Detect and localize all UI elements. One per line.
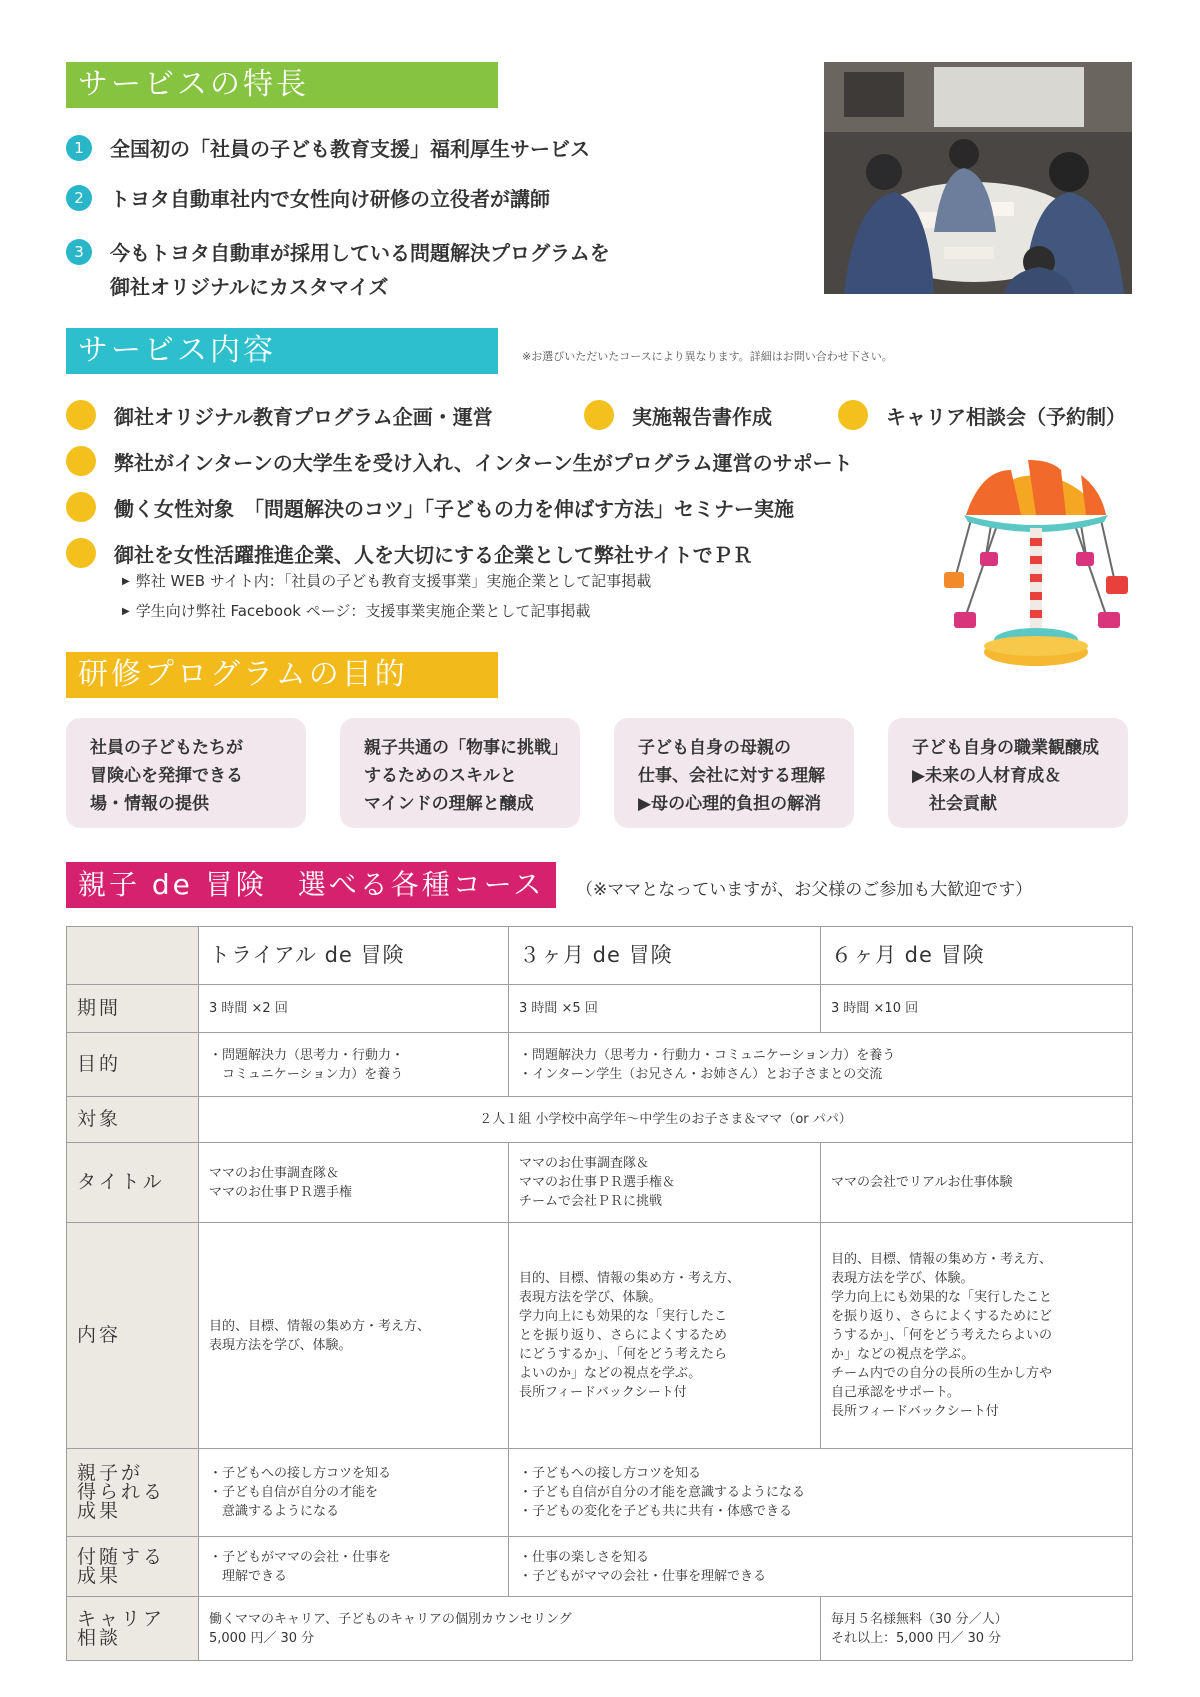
- service-text: キャリア相談会（予約制）: [886, 404, 1126, 429]
- bullet-dot-icon: [66, 492, 96, 522]
- purpose-box: 親子共通の「物事に挑戦」 するためのスキルと マインドの理解と醸成: [340, 718, 580, 828]
- courses-heading: 親子 de 冒険 選べる各種コース: [66, 862, 556, 908]
- service-item: [838, 400, 1126, 430]
- bullet-dot-icon: [66, 538, 96, 568]
- table-cell: ママの会社でリアルお仕事体験: [821, 1143, 1133, 1223]
- purpose-box: 子ども自身の職業観醸成 ▶未来の人材育成＆ 社会貢献: [888, 718, 1128, 828]
- table-row: [67, 1537, 1133, 1597]
- purpose-box: 子ども自身の母親の 仕事、会社に対する理解 ▶母の心理的負担の解消: [614, 718, 854, 828]
- table-cell: ママのお仕事調査隊＆ ママのお仕事ＰＲ選手権＆ チームで会社ＰＲに挑戦: [509, 1143, 821, 1223]
- classroom-photo: [824, 62, 1132, 294]
- table-cell: 3 時間 ×10 回: [821, 985, 1133, 1033]
- course-table: [66, 926, 1133, 1661]
- corner-cell: [67, 927, 199, 985]
- table-cell: ・問題解決力（思考力・行動力・コミュニケーション力）を養う ・インターン学生（お兄さん・お姉さん）とお子さまとの交流: [509, 1033, 1133, 1097]
- row-label: キャリア 相談: [67, 1597, 199, 1661]
- table-cell: ・仕事の楽しさを知る ・子どもがママの会社・仕事を理解できる: [509, 1537, 1133, 1597]
- table-row: [67, 1143, 1133, 1223]
- service-text: 御社を女性活躍推進企業、人を大切にする企業として弊社サイトでＰＲ: [114, 542, 753, 567]
- feature-item: [66, 182, 550, 216]
- feature-text: トヨタ自動車社内で女性向け研修の立役者が講師: [110, 187, 550, 211]
- table-cell: 3 時間 ×2 回: [199, 985, 509, 1033]
- table-cell: 毎月５名様無料（30 分／人） それ以上：5,000 円／ 30 分: [821, 1597, 1133, 1661]
- row-label: 内容: [67, 1223, 199, 1449]
- row-label: 対象: [67, 1097, 199, 1143]
- feature-item: [66, 236, 610, 304]
- table-cell: 目的、目標、情報の集め方・考え方、 表現方法を学び、体験。: [199, 1223, 509, 1449]
- services-heading: サービス内容: [66, 328, 498, 374]
- service-sub-item: ▶ 学生向け弊社 Facebook ページ：支援事業実施企業として記事掲載: [122, 600, 590, 621]
- column-header: トライアル de 冒険: [199, 927, 509, 985]
- services-note: ※お選びいただいたコースにより異なります。詳細はお問い合わせ下さい。: [522, 350, 893, 363]
- table-cell: ・子どもへの接し方コツを知る ・子ども自信が自分の才能を 意識するようになる: [199, 1449, 509, 1537]
- table-row: [67, 1597, 1133, 1661]
- service-item: [66, 446, 853, 476]
- row-label: 付随する 成果: [67, 1537, 199, 1597]
- bullet-dot-icon: [584, 400, 614, 430]
- table-row: [67, 1033, 1133, 1097]
- bullet-dot-icon: [66, 446, 96, 476]
- row-label: 親子が 得られる 成果: [67, 1449, 199, 1537]
- table-row: [67, 985, 1133, 1033]
- bullet-dot-icon: [66, 400, 96, 430]
- table-cell: 働くママのキャリア、子どものキャリアの個別カウンセリング 5,000 円／ 30 分: [199, 1597, 821, 1661]
- feature-item: [66, 132, 590, 166]
- table-row: [67, 1449, 1133, 1537]
- service-text: 弊社がインターンの大学生を受け入れ、インターン生がプログラム運営のサポート: [114, 450, 853, 475]
- table-cell: ・子どもがママの会社・仕事を 理解できる: [199, 1537, 509, 1597]
- courses-note: （※ママとなっていますが、お父様のご参加も大歓迎です）: [576, 880, 1033, 900]
- table-header-row: [67, 927, 1133, 985]
- service-text: 御社オリジナル教育プログラム企画・運営: [114, 404, 493, 429]
- purpose-box: 社員の子どもたちが 冒険心を発揮できる 場・情報の提供: [66, 718, 306, 828]
- carousel-illustration: [936, 460, 1136, 670]
- table-cell: 3 時間 ×5 回: [509, 985, 821, 1033]
- service-item: [66, 492, 794, 522]
- table-cell: ２人１組 小学校中高学年〜中学生のお子さま＆ママ（or パパ）: [199, 1097, 1133, 1143]
- bullet-dot-icon: [838, 400, 868, 430]
- column-header: ３ヶ月 de 冒険: [509, 927, 821, 985]
- column-header: ６ヶ月 de 冒険: [821, 927, 1133, 985]
- table-cell: 目的、目標、情報の集め方・考え方、 表現方法を学び、体験。 学力向上にも効果的な「実行したこと を振り返り、さらによくするためにど うするか」、「何をどう考えたらよいの か」などの視点を学ぶ。 チーム内での自分の長所の生かし方や 自己承認をサポート。 長所フィードバックシート付: [821, 1223, 1133, 1449]
- table-cell: 目的、目標、情報の集め方・考え方、 表現方法を学び、体験。 学力向上にも効果的な「実行したこ とを振り返り、さらによくするため にどうするか」、「何をどう考えたら よいのか」などの視点を学ぶ。 長所フィードバックシート付: [509, 1223, 821, 1449]
- number-1-icon: 1: [66, 135, 92, 161]
- row-label: 目的: [67, 1033, 199, 1097]
- service-item: [584, 400, 772, 430]
- feature-text: 今もトヨタ自動車が採用している問題解決プログラムを 御社オリジナルにカスタマイズ: [110, 241, 610, 299]
- service-text: 実施報告書作成: [632, 404, 772, 429]
- service-item: [66, 538, 753, 568]
- purpose-heading: 研修プログラムの目的: [66, 652, 498, 698]
- table-row: [67, 1223, 1133, 1449]
- table-cell: ママのお仕事調査隊＆ ママのお仕事ＰＲ選手権: [199, 1143, 509, 1223]
- number-3-icon: 3: [66, 239, 92, 265]
- service-item: [66, 400, 493, 430]
- row-label: タイトル: [67, 1143, 199, 1223]
- feature-text: 全国初の「社員の子ども教育支援」福利厚生サービス: [110, 137, 590, 161]
- service-text: 働く女性対象 「問題解決のコツ」「子どもの力を伸ばす方法」セミナー実施: [114, 496, 794, 521]
- table-cell: ・子どもへの接し方コツを知る ・子ども自信が自分の才能を意識するようになる ・子どもの変化を子ども共に共有・体感できる: [509, 1449, 1133, 1537]
- table-row: [67, 1097, 1133, 1143]
- features-heading: サービスの特長: [66, 62, 498, 108]
- row-label: 期間: [67, 985, 199, 1033]
- service-sub-item: ▶ 弊社 WEB サイト内：「社員の子ども教育支援事業」実施企業として記事掲載: [122, 570, 651, 591]
- number-2-icon: 2: [66, 185, 92, 211]
- table-cell: ・問題解決力（思考力・行動力・ コミュニケーション力）を養う: [199, 1033, 509, 1097]
